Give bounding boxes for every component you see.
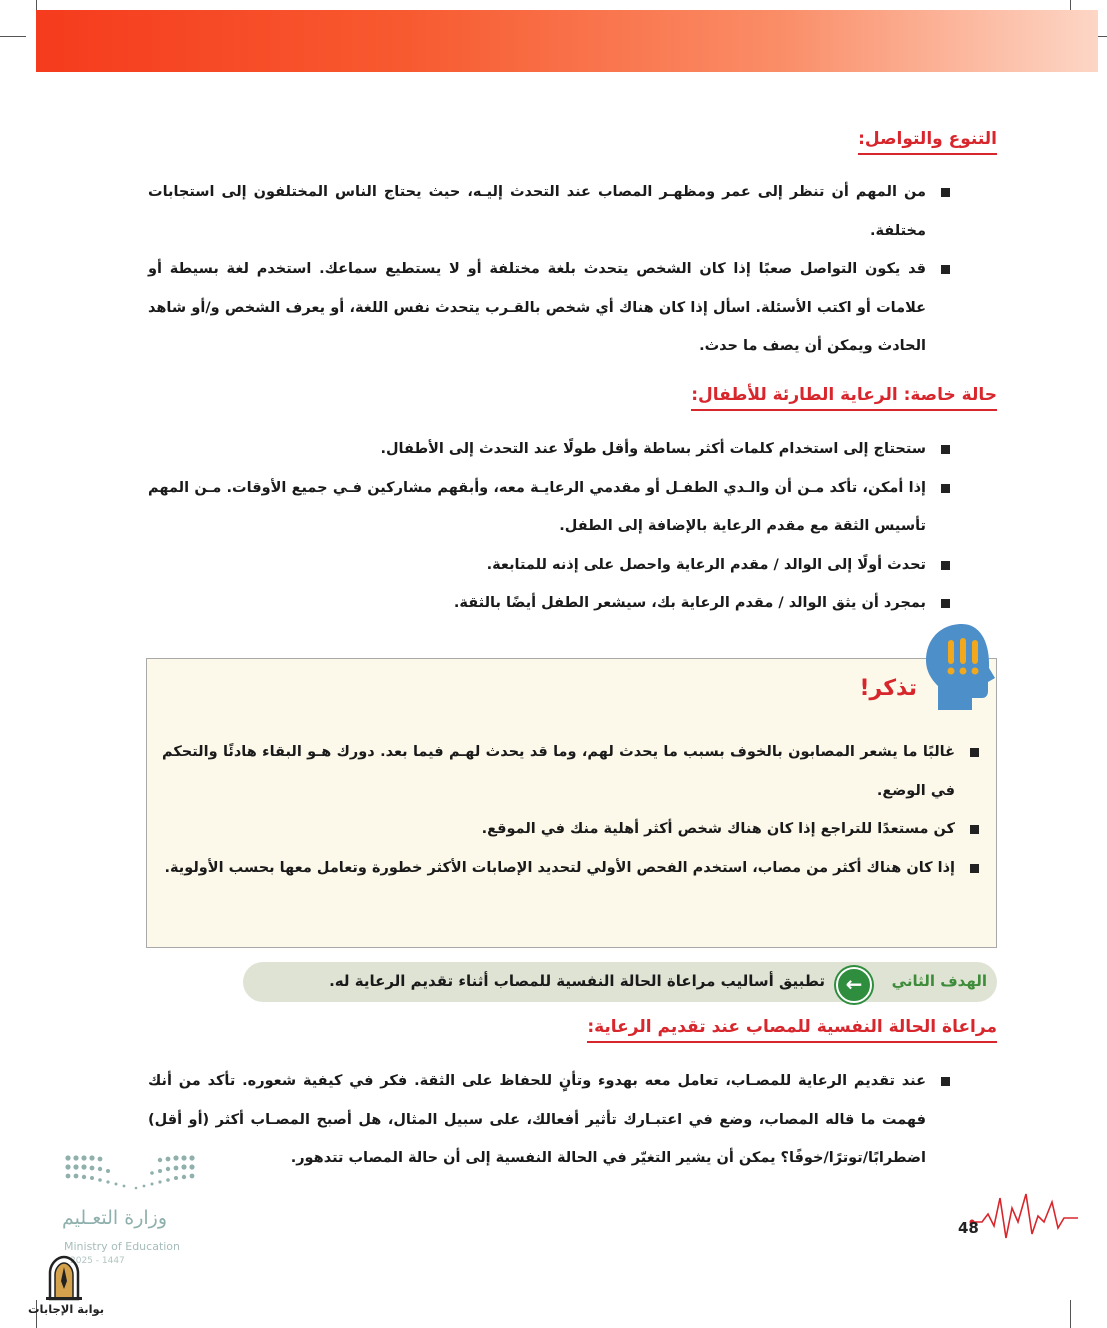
ministry-dots-logo [60,1150,200,1196]
heartbeat-icon [968,1188,1080,1244]
list-item: إذا كان هناك أكثر من مصاب، استخدم الفحص الأولي لتحديد الإصابات الأكثر خطورة وتعامل معها بحسب الأولوية. [162,849,981,888]
crop-mark [1070,1300,1071,1328]
crop-mark [0,36,26,37]
page-number: 48 [958,1219,979,1237]
list-item: إذا أمكن، تأكد مـن أن والـدي الطفـل أو مقدمي الرعايـة معه، وأبقهم مشاركين فـي جميع الأوقات. مـن المهم تأسيس الثقة مع مقدم الرعاية بالإضافة إلى الطفل. [148,469,952,546]
section-heading-children-care: حالة خاصة: الرعاية الطارئة للأطفال: [691,384,997,411]
list-item: عند تقديم الرعاية للمصـاب، تعامل معه بهدوء وتأنٍ للحفاظ على الثقة. فكر في كيفية شعوره. تأكد من أنك فهمت ما قاله المصاب، وضع في اعتبـارك تأثير أفعالك، على سبيل المثال، هل أصبح المصـاب أكثر (أو أقل) اضطرابًا/توترًا/خوفًا؟ يمكن أن يشير التغيّر في الحالة النفسية إلى أن حالة المصاب تتدهور. [148,1062,952,1178]
head-exclamation-icon [920,620,998,712]
goal-label: الهدف الثاني [891,972,987,990]
top-banner [36,10,1098,72]
goal-text: تطبيق أساليب مراعاة الحالة النفسية للمصاب أثناء تقديم الرعاية له. [329,972,825,990]
ministry-english-name: Ministry of Education [64,1240,181,1253]
list-item: بمجرد أن يثق الوالد / مقدم الرعاية بك، سيشعر الطفل أيضًا بالثقة. [148,584,952,623]
list-item: كن مستعدًا للتراجع إذا كان هناك شخص أكثر أهلية منك في الموقع. [162,810,981,849]
list-item: تحدث أولًا إلى الوالد / مقدم الرعاية واحصل على إذنه للمتابعة. [148,546,952,585]
children-care-list [148,430,952,623]
ministry-arabic-name: وزارة التعـليم [62,1207,168,1229]
ministry-year: 2025 - 1447 [70,1256,125,1266]
psychological-list [148,1062,952,1178]
remember-list [162,733,981,887]
arrow-left-icon: ← [836,967,872,1003]
portal-name: بوابة الإجابات [28,1302,105,1316]
diversity-list [148,173,952,366]
list-item: من المهم أن تنظر إلى عمر ومظهـر المصاب عند التحدث إليـه، حيث يحتاج الناس المختلفون إلى استجابات مختلفة. [148,173,952,250]
portal-logo-icon [44,1255,84,1301]
list-item: ستحتاج إلى استخدام كلمات أكثر بساطة وأقل طولًا عند التحدث إلى الأطفال. [148,430,952,469]
list-item: غالبًا ما يشعر المصابون بالخوف بسبب ما يحدث لهم، وما قد يحدث لهـم فيما بعد. دورك هـو البقاء هادئًا والتحكم في الوضع. [162,733,981,810]
section-heading-psychological: مراعاة الحالة النفسية للمصاب عند تقديم الرعاية: [587,1016,997,1043]
remember-title: تذكر! [859,676,917,701]
section-heading-diversity: التنوع والتواصل: [858,128,997,155]
list-item: قد يكون التواصل صعبًا إذا كان الشخص يتحدث بلغة مختلفة أو لا يستطيع سماعك. استخدم لغة بسيطة أو علامات أو اكتب الأسئلة. اسأل إذا كان هناك أي شخص بالقـرب يتحدث نفس اللغة، أو يعرف الشخص و/أو شاهد الحادث ويمكن أن يصف ما حدث. [148,250,952,366]
